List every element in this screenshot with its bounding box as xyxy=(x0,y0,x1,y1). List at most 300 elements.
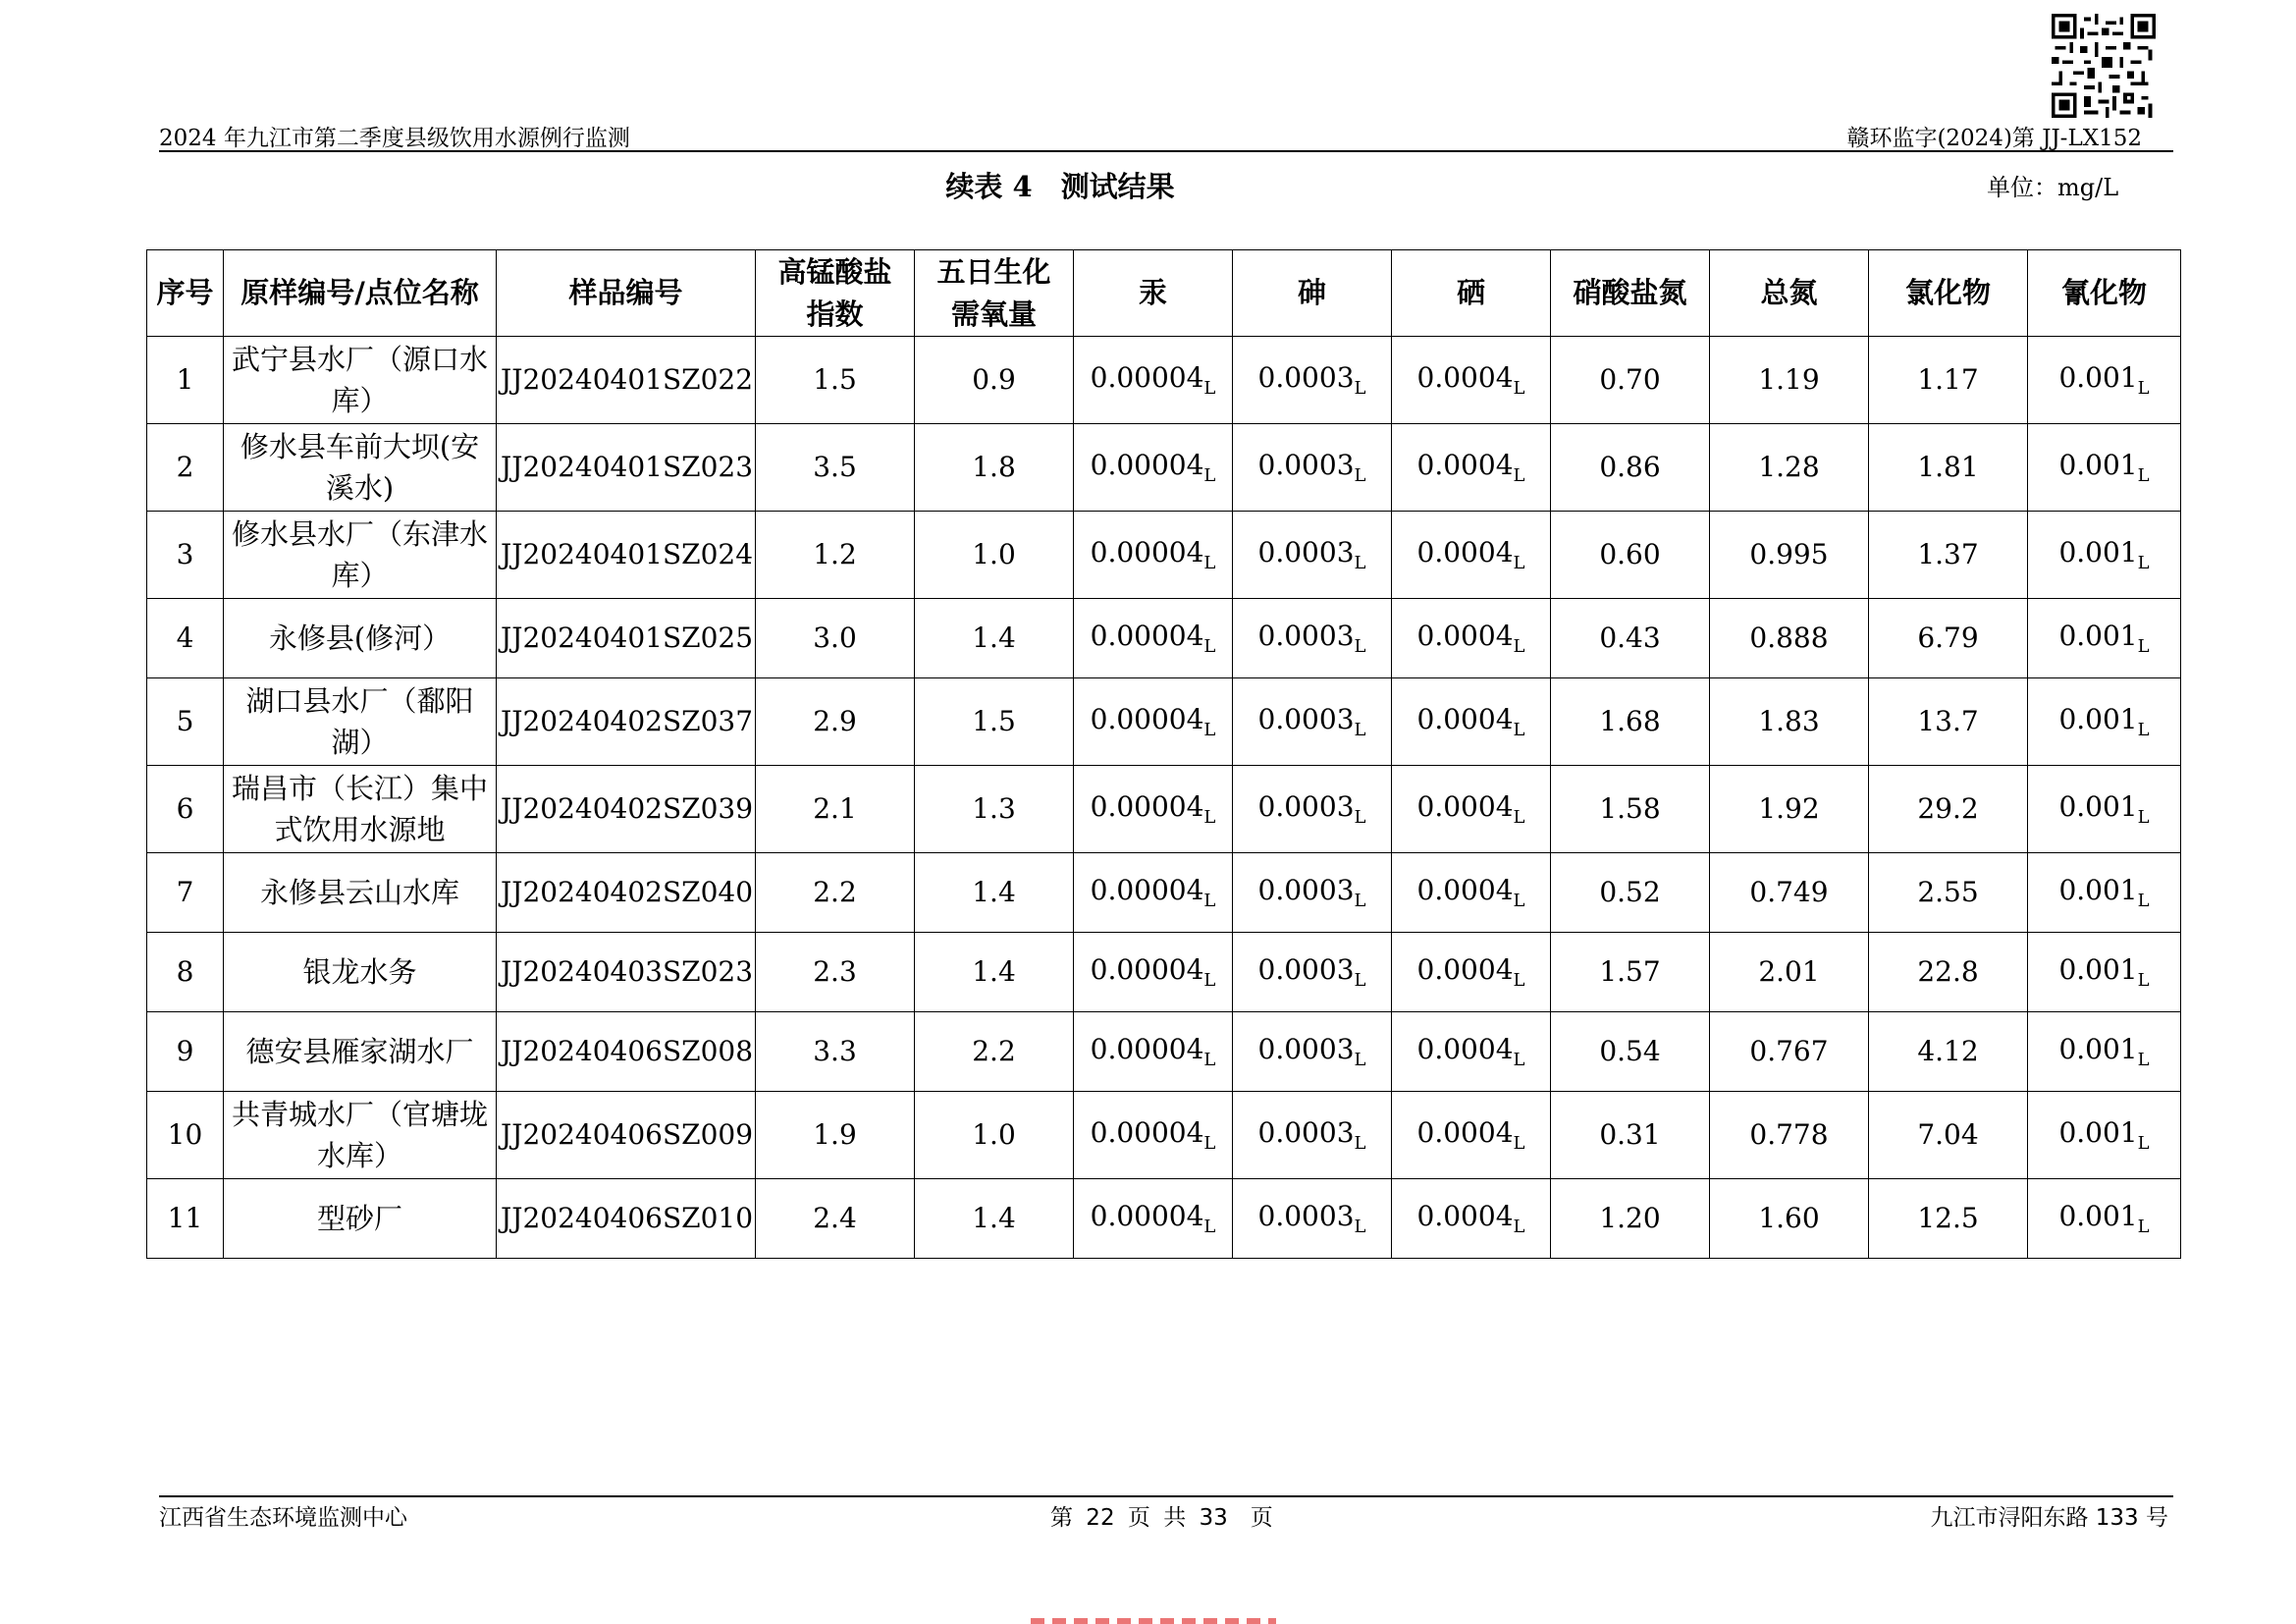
below-detection-limit-marker: L xyxy=(1354,1049,1366,1070)
cell-text: 2.3 xyxy=(813,954,857,988)
cell-text: 0.00004 xyxy=(1090,1199,1204,1232)
cell-text: 0.749 xyxy=(1749,875,1829,908)
cell-text: 1.3 xyxy=(972,791,1016,825)
row-index xyxy=(147,1092,224,1179)
cell-text: 1.8 xyxy=(972,450,1016,483)
cell-text: 0.0003 xyxy=(1257,1199,1355,1232)
result-value xyxy=(1233,599,1392,678)
below-detection-limit-marker: L xyxy=(1354,890,1366,911)
below-detection-limit-marker: L xyxy=(1354,635,1366,657)
cell-text: 13.7 xyxy=(1917,704,1979,737)
cell-text: 0.001 xyxy=(2058,702,2138,735)
result-value xyxy=(1233,512,1392,599)
result-value xyxy=(1710,512,1869,599)
cell-text: 德安县雁家湖水厂 xyxy=(245,1034,474,1068)
result-value xyxy=(2028,678,2181,766)
row-index xyxy=(147,512,224,599)
result-value xyxy=(1392,1092,1551,1179)
result-value xyxy=(1710,1012,1869,1092)
sample-id xyxy=(497,853,756,933)
sample-id xyxy=(497,1012,756,1092)
sample-id xyxy=(497,599,756,678)
result-value xyxy=(1392,424,1551,512)
result-value xyxy=(1233,424,1392,512)
result-value xyxy=(1710,853,1869,933)
result-value xyxy=(1074,933,1233,1012)
result-value xyxy=(1233,853,1392,933)
below-detection-limit-marker: L xyxy=(1203,1132,1216,1154)
below-detection-limit-marker: L xyxy=(1354,806,1366,828)
cell-text: 1.0 xyxy=(972,1117,1016,1151)
below-detection-limit-marker: L xyxy=(1513,464,1525,486)
organization-address: 九江市浔阳东路 133 号 xyxy=(1930,1505,2168,1531)
cell-text: JJ20240406SZ010 xyxy=(501,1201,754,1234)
cell-text: 0.001 xyxy=(2058,1199,2138,1232)
cell-text: 2.2 xyxy=(813,875,857,908)
cell-text: 2.01 xyxy=(1758,954,1820,988)
cell-text: 1.19 xyxy=(1758,362,1820,396)
result-value xyxy=(1551,678,1710,766)
result-value xyxy=(1551,1012,1710,1092)
header-site-name: 原样编号/点位名称 xyxy=(224,250,497,337)
cell-text: 0.0003 xyxy=(1257,873,1355,906)
below-detection-limit-marker: L xyxy=(1203,552,1216,573)
report-header-title: 2024 年九江市第二季度县级饮用水源例行监测 xyxy=(159,126,630,151)
below-detection-limit-marker: L xyxy=(1203,1216,1216,1237)
result-value xyxy=(1551,512,1710,599)
result-value xyxy=(2028,1012,2181,1092)
table-row xyxy=(147,933,2181,1012)
result-value xyxy=(1392,933,1551,1012)
below-detection-limit-marker: L xyxy=(2137,377,2150,399)
below-detection-limit-marker: L xyxy=(2137,464,2150,486)
below-detection-limit-marker: L xyxy=(1513,552,1525,573)
sample-id xyxy=(497,1179,756,1259)
below-detection-limit-marker: L xyxy=(1203,806,1216,828)
header-arsenic: 砷 xyxy=(1233,250,1392,337)
page-number: 第 22 页 共 33 页 xyxy=(1050,1505,1273,1531)
cell-text: 0.86 xyxy=(1599,450,1661,483)
below-detection-limit-marker: L xyxy=(1203,377,1216,399)
cell-text: 0.001 xyxy=(2058,873,2138,906)
row-index xyxy=(147,678,224,766)
result-value xyxy=(2028,1179,2181,1259)
cell-text: 0.00004 xyxy=(1090,789,1204,823)
cell-text: 0.995 xyxy=(1749,537,1829,570)
result-value xyxy=(1233,1092,1392,1179)
cell-text: 11 xyxy=(167,1201,203,1234)
below-detection-limit-marker: L xyxy=(1513,806,1525,828)
result-value xyxy=(1074,766,1233,853)
result-value xyxy=(1074,1012,1233,1092)
cell-text: 0.001 xyxy=(2058,448,2138,481)
result-value xyxy=(915,853,1074,933)
result-value xyxy=(1710,766,1869,853)
header-cyanide: 氰化物 xyxy=(2028,250,2181,337)
cell-text: 0.00004 xyxy=(1090,1115,1204,1149)
result-value xyxy=(1869,424,2028,512)
cell-text: 2.9 xyxy=(813,704,857,737)
unit-label: 单位：mg/L xyxy=(1987,174,2119,201)
cell-text: 0.0004 xyxy=(1416,619,1514,652)
cell-text: 0.001 xyxy=(2058,1032,2138,1065)
cell-text: 0.778 xyxy=(1749,1117,1829,1151)
below-detection-limit-marker: L xyxy=(2137,552,2150,573)
red-seal-fragment xyxy=(1031,1618,1276,1624)
report-number: 赣环监字(2024)第 JJ-LX152 xyxy=(1846,126,2142,151)
cell-text: 1.4 xyxy=(972,621,1016,654)
table-row xyxy=(147,678,2181,766)
result-value xyxy=(2028,1092,2181,1179)
cell-text: 0.0003 xyxy=(1257,360,1355,394)
result-value xyxy=(756,337,915,424)
cell-text: 0.001 xyxy=(2058,360,2138,394)
row-index xyxy=(147,1179,224,1259)
result-value xyxy=(756,766,915,853)
cell-text: 0.9 xyxy=(972,362,1016,396)
table-title: 续表 4 测试结果 xyxy=(945,170,1175,203)
cell-text: 4.12 xyxy=(1917,1034,1979,1067)
result-value xyxy=(1074,337,1233,424)
result-value xyxy=(1869,933,2028,1012)
result-value xyxy=(756,512,915,599)
sample-id xyxy=(497,424,756,512)
row-index xyxy=(147,766,224,853)
result-value xyxy=(1074,1092,1233,1179)
cell-text: 0.0004 xyxy=(1416,448,1514,481)
result-value xyxy=(1233,933,1392,1012)
result-value xyxy=(1233,1179,1392,1259)
cell-text: 1.37 xyxy=(1917,537,1979,570)
cell-text: 1.83 xyxy=(1758,704,1820,737)
cell-text: 2.1 xyxy=(813,791,857,825)
result-value xyxy=(756,678,915,766)
below-detection-limit-marker: L xyxy=(2137,719,2150,740)
cell-text: 银龙水务 xyxy=(302,954,417,989)
result-value xyxy=(2028,512,2181,599)
cell-text: 0.0003 xyxy=(1257,1115,1355,1149)
cell-text: 3 xyxy=(176,537,194,570)
sample-id xyxy=(497,337,756,424)
result-value xyxy=(2028,853,2181,933)
result-value xyxy=(1074,678,1233,766)
cell-text: 29.2 xyxy=(1917,791,1979,825)
cell-text: 0.001 xyxy=(2058,1115,2138,1149)
site-name xyxy=(224,766,497,853)
cell-text: 0.00004 xyxy=(1090,535,1204,568)
cell-text: 0.70 xyxy=(1599,362,1661,396)
below-detection-limit-marker: L xyxy=(1513,635,1525,657)
result-value xyxy=(2028,599,2181,678)
result-value xyxy=(1869,678,2028,766)
cell-text: 1.58 xyxy=(1599,791,1661,825)
cell-text: JJ20240402SZ039 xyxy=(501,791,754,825)
results-table xyxy=(146,249,2181,1259)
header-bod5: 五日生化 需氧量 xyxy=(915,250,1074,337)
result-value xyxy=(915,337,1074,424)
cell-text: 1.68 xyxy=(1599,704,1661,737)
result-value xyxy=(1710,1179,1869,1259)
cell-text: 3.0 xyxy=(813,621,857,654)
cell-text: 0.43 xyxy=(1599,621,1661,654)
result-value xyxy=(1710,678,1869,766)
row-index xyxy=(147,1012,224,1092)
cell-text: 0.0003 xyxy=(1257,952,1355,986)
below-detection-limit-marker: L xyxy=(2137,1049,2150,1070)
below-detection-limit-marker: L xyxy=(2137,806,2150,828)
cell-text: 10 xyxy=(167,1117,203,1151)
result-value xyxy=(1551,599,1710,678)
sample-id xyxy=(497,933,756,1012)
result-value xyxy=(756,1092,915,1179)
result-value xyxy=(756,424,915,512)
row-index xyxy=(147,933,224,1012)
table-row xyxy=(147,853,2181,933)
below-detection-limit-marker: L xyxy=(2137,890,2150,911)
result-value xyxy=(1551,424,1710,512)
result-value xyxy=(915,1179,1074,1259)
cell-text: 0.0004 xyxy=(1416,1199,1514,1232)
below-detection-limit-marker: L xyxy=(1513,1216,1525,1237)
cell-text: 0.0003 xyxy=(1257,702,1355,735)
cell-text: 0.0003 xyxy=(1257,448,1355,481)
cell-text: 1.57 xyxy=(1599,954,1661,988)
cell-text: 2.55 xyxy=(1917,875,1979,908)
below-detection-limit-marker: L xyxy=(1354,719,1366,740)
sample-id xyxy=(497,512,756,599)
table-row xyxy=(147,1012,2181,1092)
site-name xyxy=(224,337,497,424)
cell-text: 3.3 xyxy=(813,1034,857,1067)
below-detection-limit-marker: L xyxy=(1203,1049,1216,1070)
site-name xyxy=(224,599,497,678)
result-value xyxy=(1233,1012,1392,1092)
result-value xyxy=(2028,766,2181,853)
row-index xyxy=(147,599,224,678)
result-value xyxy=(915,424,1074,512)
site-name xyxy=(224,853,497,933)
header-total-nitrogen: 总氮 xyxy=(1710,250,1869,337)
cell-text: 6 xyxy=(176,791,194,825)
header-nitrate-nitrogen: 硝酸盐氮 xyxy=(1551,250,1710,337)
result-value xyxy=(1392,512,1551,599)
result-value xyxy=(1551,766,1710,853)
cell-text: 5 xyxy=(176,704,194,737)
result-value xyxy=(1551,337,1710,424)
below-detection-limit-marker: L xyxy=(1203,464,1216,486)
site-name xyxy=(224,1092,497,1179)
cell-text: 0.0004 xyxy=(1416,1032,1514,1065)
header-divider xyxy=(159,150,2173,152)
cell-text: JJ20240406SZ008 xyxy=(501,1034,754,1067)
result-value xyxy=(2028,424,2181,512)
result-value xyxy=(915,512,1074,599)
below-detection-limit-marker: L xyxy=(1354,1216,1366,1237)
cell-text: 12.5 xyxy=(1917,1201,1979,1234)
below-detection-limit-marker: L xyxy=(1354,552,1366,573)
cell-text: 9 xyxy=(176,1034,194,1067)
below-detection-limit-marker: L xyxy=(1354,377,1366,399)
result-value xyxy=(756,599,915,678)
cell-text: 0.0003 xyxy=(1257,1032,1355,1065)
result-value xyxy=(1710,933,1869,1012)
below-detection-limit-marker: L xyxy=(1513,719,1525,740)
below-detection-limit-marker: L xyxy=(1513,1132,1525,1154)
sample-id xyxy=(497,1092,756,1179)
header-index: 序号 xyxy=(147,250,224,337)
cell-text: JJ20240402SZ040 xyxy=(501,875,754,908)
table-row xyxy=(147,337,2181,424)
cell-text: JJ20240401SZ024 xyxy=(501,537,754,570)
result-value xyxy=(1074,1179,1233,1259)
below-detection-limit-marker: L xyxy=(1513,890,1525,911)
cell-text: 1.20 xyxy=(1599,1201,1661,1234)
cell-text: 0.00004 xyxy=(1090,702,1204,735)
cell-text: 0.54 xyxy=(1599,1034,1661,1067)
result-value xyxy=(1551,1092,1710,1179)
cell-text: 1.17 xyxy=(1917,362,1979,396)
cell-text: 0.52 xyxy=(1599,875,1661,908)
cell-text: 共青城水厂（官塘垅水库） xyxy=(231,1097,488,1172)
cell-text: 1.60 xyxy=(1758,1201,1820,1234)
result-value xyxy=(1869,1179,2028,1259)
row-index xyxy=(147,337,224,424)
result-value xyxy=(1392,853,1551,933)
result-value xyxy=(2028,933,2181,1012)
cell-text: 0.60 xyxy=(1599,537,1661,570)
sample-id xyxy=(497,678,756,766)
cell-text: 1.9 xyxy=(813,1117,857,1151)
cell-text: 7.04 xyxy=(1917,1117,1979,1151)
result-value xyxy=(1074,599,1233,678)
result-value xyxy=(1551,853,1710,933)
below-detection-limit-marker: L xyxy=(1513,969,1525,991)
result-value xyxy=(1392,1179,1551,1259)
cell-text: 0.0004 xyxy=(1416,702,1514,735)
cell-text: 2 xyxy=(176,450,194,483)
cell-text: 6.79 xyxy=(1917,621,1979,654)
cell-text: 1.92 xyxy=(1758,791,1820,825)
cell-text: 0.0004 xyxy=(1416,789,1514,823)
cell-text: 1.28 xyxy=(1758,450,1820,483)
result-value xyxy=(2028,337,2181,424)
cell-text: 0.0004 xyxy=(1416,535,1514,568)
cell-text: 0.00004 xyxy=(1090,952,1204,986)
site-name xyxy=(224,933,497,1012)
organization-name: 江西省生态环境监测中心 xyxy=(159,1505,407,1531)
result-value xyxy=(1869,1092,2028,1179)
result-value xyxy=(1392,599,1551,678)
cell-text: 1 xyxy=(176,362,194,396)
result-value xyxy=(1392,1012,1551,1092)
cell-text: 0.00004 xyxy=(1090,873,1204,906)
cell-text: 1.5 xyxy=(813,362,857,396)
cell-text: 修水县水厂（东津水库） xyxy=(231,516,488,592)
cell-text: 2.2 xyxy=(972,1034,1016,1067)
header-mercury: 汞 xyxy=(1074,250,1233,337)
table-row xyxy=(147,512,2181,599)
result-value xyxy=(756,1179,915,1259)
header-chloride: 氯化物 xyxy=(1869,250,2028,337)
cell-text: 0.0004 xyxy=(1416,952,1514,986)
cell-text: 0.001 xyxy=(2058,535,2138,568)
cell-text: 0.31 xyxy=(1599,1117,1661,1151)
below-detection-limit-marker: L xyxy=(2137,635,2150,657)
cell-text: 0.00004 xyxy=(1090,448,1204,481)
cell-text: 1.4 xyxy=(972,875,1016,908)
header-permanganate-index: 高锰酸盐 指数 xyxy=(756,250,915,337)
table-row xyxy=(147,424,2181,512)
below-detection-limit-marker: L xyxy=(1203,969,1216,991)
result-value xyxy=(1074,424,1233,512)
table-header-row xyxy=(147,250,2181,337)
result-value xyxy=(915,1092,1074,1179)
cell-text: 武宁县水厂（源口水库） xyxy=(231,342,488,417)
result-value xyxy=(915,599,1074,678)
cell-text: JJ20240403SZ023 xyxy=(501,954,754,988)
cell-text: 1.0 xyxy=(972,537,1016,570)
below-detection-limit-marker: L xyxy=(1203,635,1216,657)
result-value xyxy=(756,1012,915,1092)
result-value xyxy=(1869,1012,2028,1092)
header-sample-id: 样品编号 xyxy=(497,250,756,337)
qr-code xyxy=(2052,14,2156,118)
cell-text: 修水县车前大坝(安溪水) xyxy=(240,429,480,505)
table-row xyxy=(147,1092,2181,1179)
result-value xyxy=(1710,337,1869,424)
cell-text: JJ20240401SZ023 xyxy=(501,450,754,483)
site-name xyxy=(224,1179,497,1259)
result-value xyxy=(915,933,1074,1012)
below-detection-limit-marker: L xyxy=(1203,890,1216,911)
result-value xyxy=(1710,1092,1869,1179)
below-detection-limit-marker: L xyxy=(1354,969,1366,991)
site-name xyxy=(224,678,497,766)
cell-text: 1.2 xyxy=(813,537,857,570)
cell-text: 型砂厂 xyxy=(316,1201,402,1235)
result-value xyxy=(1710,424,1869,512)
result-value xyxy=(915,1012,1074,1092)
result-value xyxy=(1869,512,2028,599)
result-value xyxy=(915,766,1074,853)
result-value xyxy=(1233,337,1392,424)
cell-text: JJ20240406SZ009 xyxy=(501,1117,754,1151)
result-value xyxy=(1869,766,2028,853)
cell-text: 0.0003 xyxy=(1257,535,1355,568)
below-detection-limit-marker: L xyxy=(2137,1216,2150,1237)
below-detection-limit-marker: L xyxy=(1513,1049,1525,1070)
result-value xyxy=(1392,678,1551,766)
cell-text: 0.888 xyxy=(1749,621,1829,654)
result-value xyxy=(1710,599,1869,678)
cell-text: 22.8 xyxy=(1917,954,1979,988)
result-value xyxy=(756,853,915,933)
site-name xyxy=(224,1012,497,1092)
table-row xyxy=(147,599,2181,678)
cell-text: 1.5 xyxy=(972,704,1016,737)
cell-text: 0.0003 xyxy=(1257,619,1355,652)
cell-text: 1.4 xyxy=(972,1201,1016,1234)
below-detection-limit-marker: L xyxy=(2137,969,2150,991)
below-detection-limit-marker: L xyxy=(1354,464,1366,486)
result-value xyxy=(1074,512,1233,599)
cell-text: 0.0004 xyxy=(1416,360,1514,394)
cell-text: 0.0004 xyxy=(1416,873,1514,906)
cell-text: 7 xyxy=(176,875,194,908)
site-name xyxy=(224,512,497,599)
cell-text: 2.4 xyxy=(813,1201,857,1234)
cell-text: JJ20240401SZ025 xyxy=(501,621,754,654)
